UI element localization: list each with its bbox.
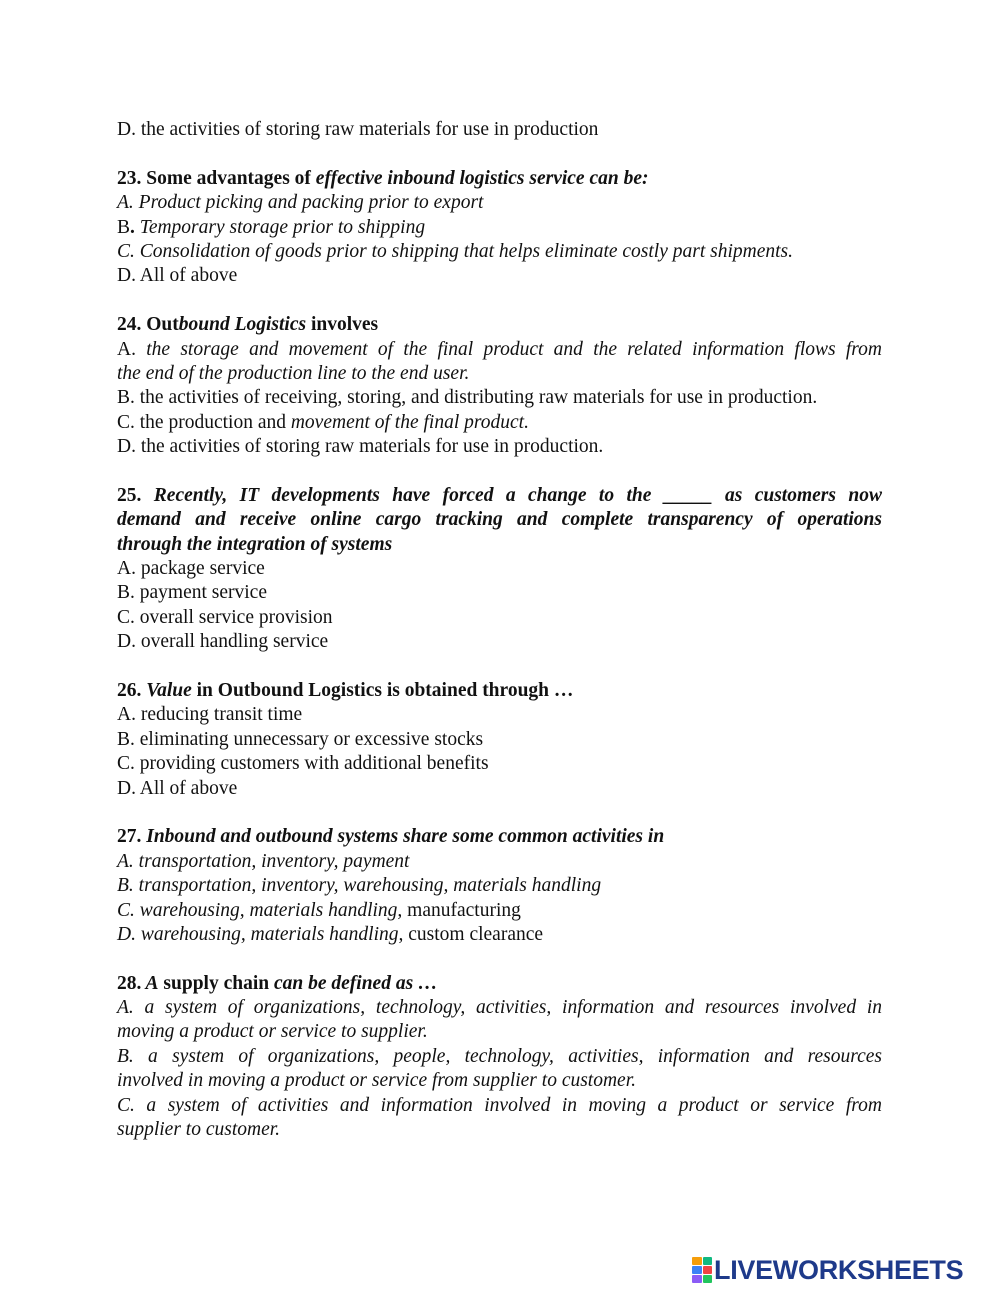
q27-option-d: D. warehousing, materials handling, custom clearance <box>117 923 544 945</box>
q25-option-b: B. payment service <box>117 582 267 604</box>
logo-block <box>692 1275 702 1283</box>
liveworksheets-logo-icon <box>692 1257 712 1283</box>
q26-number: 26. <box>117 679 142 701</box>
q27-option-a: A. transportation, inventory, payment <box>117 850 410 872</box>
logo-block <box>692 1257 702 1265</box>
liveworksheets-logo-text: LIVEWORKSHEETS <box>714 1254 964 1285</box>
q28-option-c-line1: C. a system of activities and information involved in moving a product or service from <box>117 1094 882 1116</box>
q27-option-c: C. warehousing, materials handling, manufacturing <box>117 899 521 921</box>
q24-stem: 24. Outbound Logistics involves <box>117 314 379 336</box>
q24-number: 24. <box>117 314 142 336</box>
q28-option-a-line1: A. a system of organizations, technology, activities, information and resources involved in <box>117 997 882 1019</box>
q25-stem-line3: through the integration of systems <box>117 533 393 555</box>
q26-option-a: A. reducing transit time <box>117 704 303 726</box>
q23-stem: 23. Some advantages of effective inbound logistics service can be: <box>117 167 649 189</box>
q25-option-a: A. package service <box>117 558 265 580</box>
worksheet-content <box>117 118 882 1142</box>
q24-option-a-line1: A. the storage and movement of the final product and the related information flows from <box>117 338 882 360</box>
liveworksheets-logo <box>692 1255 963 1285</box>
q28-option-b-line2: involved in moving a product or service from supplier to customer. <box>117 1070 637 1092</box>
q27-option-b: B. transportation, inventory, warehousing, materials handling <box>117 875 602 897</box>
q26-stem: 26. Value in Outbound Logistics is obtained through … <box>117 679 574 701</box>
q24-option-d: D. the activities of storing raw materials for use in production. <box>117 436 604 458</box>
q26-option-c: C. providing customers with additional benefits <box>117 753 489 775</box>
q26-option-d: D. All of above <box>117 777 238 799</box>
q28-option-b-line1: B. a system of organizations, people, technology, activities, information and resources <box>117 1045 882 1067</box>
q25-stem-line2: demand and receive online cargo tracking and complete transparency of operations <box>117 509 882 531</box>
q26-option-b: B. eliminating unnecessary or excessive stocks <box>117 728 484 750</box>
q23-option-a: A. Product picking and packing prior to export <box>117 192 484 214</box>
q28-stem: 28. A supply chain can be defined as … <box>117 972 438 994</box>
q23-option-d: D. All of above <box>117 265 238 287</box>
q25-option-c: C. overall service provision <box>117 606 333 628</box>
logo-block <box>692 1266 702 1274</box>
q25-number: 25. <box>117 484 142 506</box>
q23-option-c: C. Consolidation of goods prior to shipping that helps eliminate costly part shipments. <box>117 240 794 262</box>
q24-option-b: B. the activities of receiving, storing, and distributing raw materials for use in production. <box>117 387 818 409</box>
q28-option-a-line2: moving a product or service to supplier. <box>117 1021 428 1043</box>
q27-stem: 27. Inbound and outbound systems share some common activities in <box>117 826 665 848</box>
logo-block <box>703 1257 713 1265</box>
q24-option-a-line2: the end of the production line to the end user. <box>117 362 470 384</box>
q25-option-d: D. overall handling service <box>117 631 329 653</box>
q28-number: 28. <box>117 972 142 994</box>
q27-number: 27. <box>117 826 142 848</box>
q25-stem-line1: 25. Recently, IT developments have forced a change to the _____ as customers now <box>117 484 882 506</box>
q22-option-d: D. the activities of storing raw materials for use in production <box>117 119 599 140</box>
q24-option-c: C. the production and movement of the final product. <box>117 411 529 433</box>
q28-option-c-line2: supplier to customer. <box>117 1119 281 1141</box>
q23-number: 23. <box>117 167 142 189</box>
logo-block <box>703 1266 713 1274</box>
q23-option-b: B. Temporary storage prior to shipping <box>117 216 426 238</box>
logo-block <box>703 1275 713 1283</box>
